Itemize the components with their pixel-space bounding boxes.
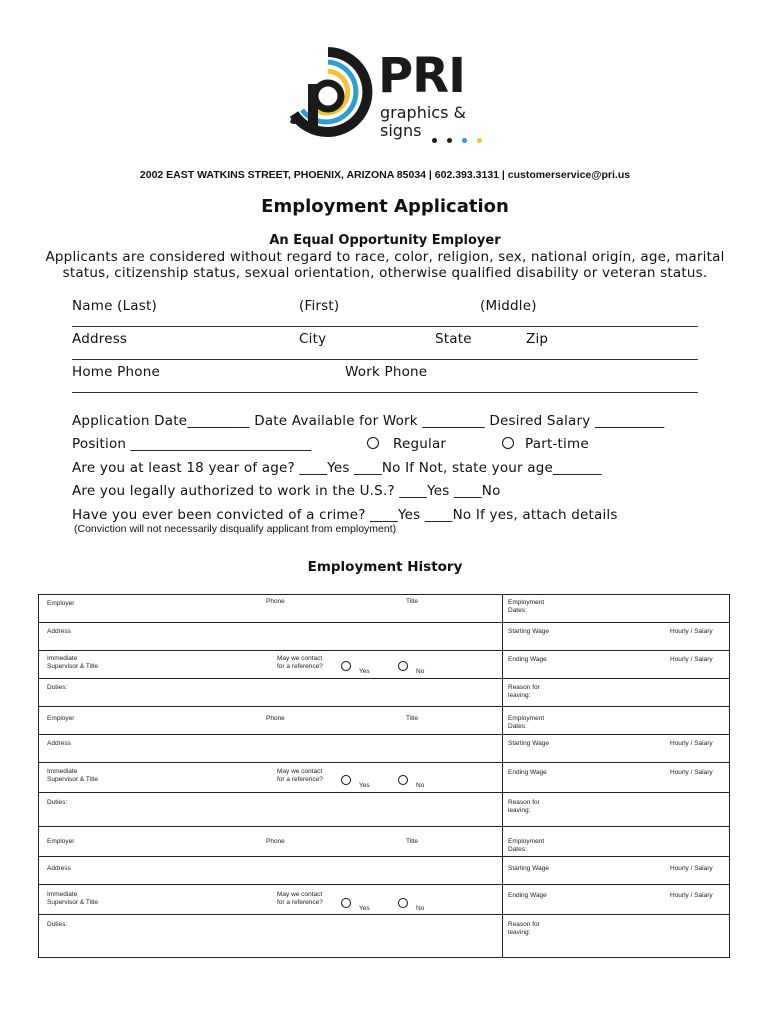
phone-input-line[interactable]: [72, 392, 698, 393]
convicted-note: (Conviction will not necessarily disqualify applicant from employment): [74, 523, 397, 535]
no-label: No: [416, 905, 425, 912]
regular-label: Regular: [393, 436, 447, 452]
supervisor-label: Immediate Supervisor & Title: [47, 768, 98, 783]
name-last-label: Name (Last): [72, 298, 157, 314]
logo-dot: [477, 138, 482, 143]
table-row: [39, 827, 729, 857]
starting-wage-label: Starting Wage: [508, 740, 549, 747]
yes-label: Yes: [359, 905, 370, 912]
employer-label: Employer: [47, 600, 75, 607]
reason-label: Reason for leaving:: [508, 921, 540, 936]
regular-radio[interactable]: [367, 437, 379, 449]
contact-yes-radio[interactable]: [341, 661, 351, 671]
reason-label: Reason for leaving:: [508, 684, 540, 699]
table-row: [39, 679, 729, 707]
authorized-question[interactable]: Are you legally authorized to work in the U.S.? ____Yes ____No: [72, 483, 501, 499]
logo-line3: signs: [380, 121, 422, 140]
logo-dot: [432, 138, 437, 143]
logo-letters: PRI: [378, 48, 465, 104]
application-date-row[interactable]: Application Date_________ Date Available for Work _________ Desired Salary __________: [72, 413, 665, 429]
table-row: [39, 793, 729, 827]
ending-wage-label: Ending Wage: [508, 892, 547, 899]
hourly-salary-label: Hourly / Salary: [670, 769, 713, 776]
company-logo: [278, 44, 498, 144]
contact-no-radio[interactable]: [398, 661, 408, 671]
ending-wage-label: Ending Wage: [508, 769, 547, 776]
supervisor-label: Immediate Supervisor & Title: [47, 655, 98, 670]
convicted-question[interactable]: Have you ever been convicted of a crime? ____Yes ____No If yes, attach details: [72, 507, 618, 523]
address-label: Address: [47, 628, 71, 635]
employment-history-heading: Employment History: [307, 559, 463, 575]
address-input-line[interactable]: [72, 359, 698, 360]
no-label: No: [416, 668, 425, 675]
logo-dot: [447, 138, 452, 143]
employer-label: Employer: [47, 838, 75, 845]
eeo-notice-line-2: status, citizenship status, sexual orientation, otherwise qualified disability or veteran status.: [62, 265, 708, 281]
work-phone-label: Work Phone: [345, 364, 428, 380]
page-title: Employment Application: [261, 196, 509, 217]
address-label: Address: [47, 740, 71, 747]
hourly-salary-label: Hourly / Salary: [670, 628, 713, 635]
table-row: [39, 885, 729, 915]
logo-dot: [462, 138, 467, 143]
reason-label: Reason for leaving:: [508, 799, 540, 814]
home-phone-label: Home Phone: [72, 364, 160, 380]
yes-label: Yes: [359, 668, 370, 675]
starting-wage-label: Starting Wage: [508, 628, 549, 635]
phone-label: Phone: [266, 715, 285, 722]
age-question[interactable]: Are you at least 18 year of age? ____Yes ____No If Not, state your age_______: [72, 460, 602, 476]
employment-dates-label: Employment Dates:: [508, 838, 545, 853]
may-contact-label: May we contact for a reference?: [277, 768, 323, 783]
table-row: [39, 857, 729, 885]
name-first-label: (First): [299, 298, 340, 314]
company-address: 2002 EAST WATKINS STREET, PHOENIX, ARIZONA 85034 | 602.393.3131 | customerservice@pri.us: [139, 169, 631, 181]
employment-dates-label: Employment Dates:: [508, 599, 545, 614]
hourly-salary-label: Hourly / Salary: [670, 892, 713, 899]
ending-wage-label: Ending Wage: [508, 656, 547, 663]
contact-no-radio[interactable]: [398, 775, 408, 785]
part-time-radio[interactable]: [502, 437, 514, 449]
table-row: [39, 915, 729, 957]
yes-label: Yes: [359, 782, 370, 789]
part-time-label: Part-time: [525, 436, 589, 452]
may-contact-label: May we contact for a reference?: [277, 891, 323, 906]
name-middle-label: (Middle): [480, 298, 537, 314]
title-label: Title: [406, 838, 419, 845]
contact-yes-radio[interactable]: [341, 898, 351, 908]
logo-line2: graphics &: [380, 103, 466, 122]
hourly-salary-label: Hourly / Salary: [670, 656, 713, 663]
position-field[interactable]: Position __________________________: [72, 436, 312, 452]
address-label: Address: [72, 331, 128, 347]
phone-label: Phone: [266, 598, 285, 605]
may-contact-label: May we contact for a reference?: [277, 655, 323, 670]
phone-label: Phone: [266, 838, 285, 845]
duties-label: Duties:: [47, 799, 68, 806]
table-row: [39, 707, 729, 735]
contact-yes-radio[interactable]: [341, 775, 351, 785]
table-row: [39, 763, 729, 793]
employment-dates-label: Employment Dates:: [508, 715, 545, 730]
employer-label: Employer: [47, 715, 75, 722]
subtitle: An Equal Opportunity Employer: [269, 233, 501, 248]
hourly-salary-label: Hourly / Salary: [670, 865, 713, 872]
city-label: City: [299, 331, 327, 347]
title-label: Title: [406, 715, 419, 722]
supervisor-label: Immediate Supervisor & Title: [47, 891, 98, 906]
duties-label: Duties:: [47, 684, 68, 691]
title-label: Title: [406, 598, 419, 605]
starting-wage-label: Starting Wage: [508, 865, 549, 872]
eeo-notice-line-1: Applicants are considered without regard to race, color, religion, sex, national origin, age, marital: [45, 249, 725, 265]
zip-label: Zip: [526, 331, 549, 347]
address-label: Address: [47, 865, 71, 872]
name-input-line[interactable]: [72, 326, 698, 327]
logo-p-mark: [278, 44, 378, 144]
table-row: [39, 595, 729, 623]
state-label: State: [435, 331, 472, 347]
duties-label: Duties:: [47, 921, 68, 928]
no-label: No: [416, 782, 425, 789]
contact-no-radio[interactable]: [398, 898, 408, 908]
table-row: [39, 651, 729, 679]
table-row: [39, 735, 729, 763]
hourly-salary-label: Hourly / Salary: [670, 740, 713, 747]
logo-dots: [432, 128, 482, 136]
table-row: [39, 623, 729, 651]
employment-history-table: [38, 594, 730, 958]
